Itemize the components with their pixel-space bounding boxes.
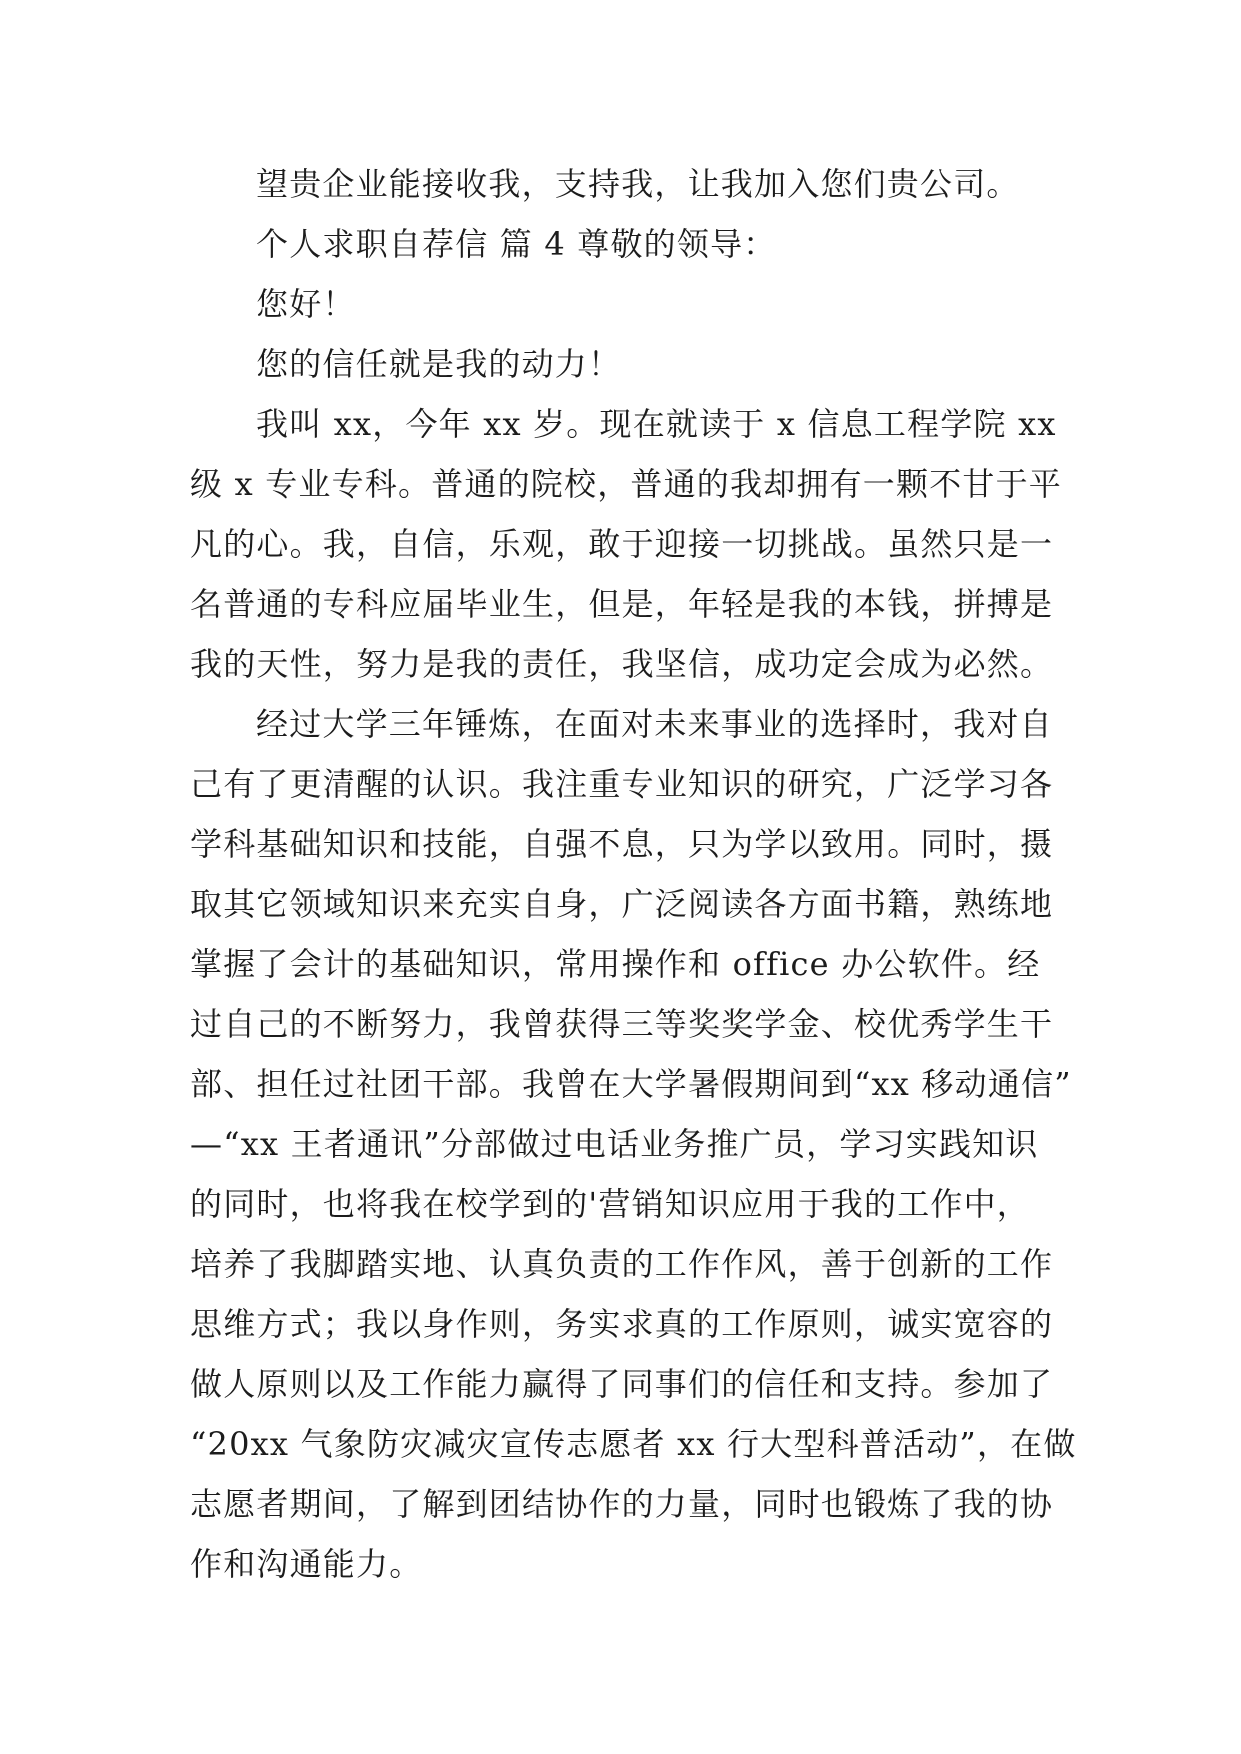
text-line-17: —“xx 王者通讯”分部做过电话业务推广员，学习实践知识 [190,1125,1039,1163]
text-line-14: 掌握了会计的基础知识，常用操作和 office 办公软件。经 [190,945,1041,983]
text-line-10: 经过大学三年锤炼，在面对未来事业的选择时，我对自 [256,705,1053,743]
text-line-11: 己有了更清醒的认识。我注重专业知识的研究，广泛学习各 [190,765,1054,803]
text-line-7: 凡的心。我，自信，乐观，敢于迎接一切挑战。虽然只是一 [190,525,1054,563]
text-line-24: 作和沟通能力。 [190,1545,423,1583]
text-line-4: 您的信任就是我的动力！ [256,345,622,383]
text-line-5: 我叫 xx，今年 xx 岁。现在就读于 x 信息工程学院 xx [256,405,1057,443]
text-line-2: 个人求职自荐信 篇 4 尊敬的领导： [256,225,777,263]
text-line-22: “20xx 气象防灾减灾宣传志愿者 xx 行大型科普活动”，在做 [190,1425,1077,1463]
text-line-13: 取其它领域知识来充实自身，广泛阅读各方面书籍，熟练地 [190,885,1054,923]
text-line-18: 的同时，也将我在校学到的'营销知识应用于我的工作中， [190,1185,1030,1223]
text-line-6: 级 x 专业专科。普通的院校，普通的我却拥有一颗不甘于平 [190,465,1062,503]
text-line-23: 志愿者期间，了解到团结协作的力量，同时也锻炼了我的协 [190,1485,1054,1523]
text-line-8: 名普通的专科应届毕业生，但是，年轻是我的本钱，拼搏是 [190,585,1054,623]
text-line-20: 思维方式；我以身作则，务实求真的工作原则，诚实宽容的 [190,1305,1054,1343]
text-line-1: 望贵企业能接收我，支持我，让我加入您们贵公司。 [256,165,1020,203]
text-line-16: 部、担任过社团干部。我曾在大学暑假期间到“xx 移动通信” [190,1065,1072,1103]
text-line-19: 培养了我脚踏实地、认真负责的工作作风，善于创新的工作 [190,1245,1054,1283]
text-line-12: 学科基础知识和技能，自强不息，只为学以致用。同时，摄 [190,825,1054,863]
text-line-21: 做人原则以及工作能力赢得了同事们的信任和支持。参加了 [190,1365,1054,1403]
text-line-3: 您好！ [256,285,356,323]
text-line-9: 我的天性，努力是我的责任，我坚信，成功定会成为必然。 [190,645,1054,683]
text-line-15: 过自己的不断努力，我曾获得三等奖奖学金、校优秀学生干 [190,1005,1054,1043]
